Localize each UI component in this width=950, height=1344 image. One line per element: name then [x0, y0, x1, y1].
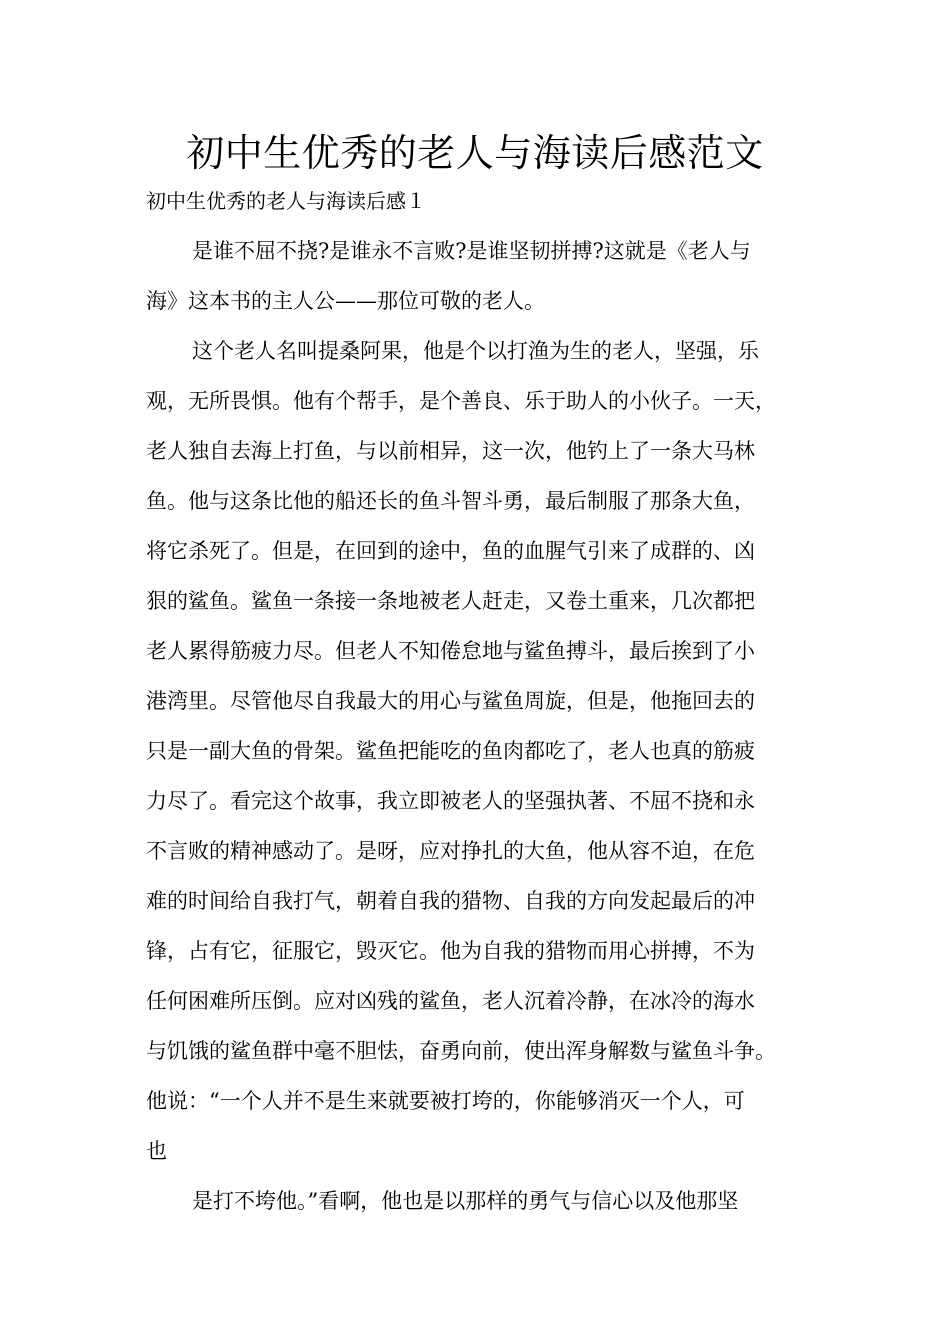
- paragraph-line: 观，无所畏惧。他有个帮手，是个善良、乐于助人的小伙子。一天，: [146, 389, 776, 413]
- paragraph-line: 力尽了。看完这个故事，我立即被老人的坚强执著、不屈不挠和永: [146, 789, 755, 813]
- paragraph-line: 海》这本书的主人公——那位可敬的老人。: [146, 289, 545, 313]
- paragraph-line: 难的时间给自我打气，朝着自我的猎物、自我的方向发起最后的冲: [146, 889, 755, 913]
- section-heading: 初中生优秀的老人与海读后感１: [146, 189, 426, 213]
- paragraph-line: 他说：“一个人并不是生来就要被打垮的，你能够消灭一个人，可: [146, 1089, 745, 1113]
- document-title: 初中生优秀的老人与海读后感范文: [186, 131, 764, 175]
- paragraph-line: 任何困难所压倒。应对凶残的鲨鱼，老人沉着冷静，在冰冷的海水: [146, 989, 755, 1013]
- paragraph-line: 是谁不屈不挠?是谁永不言败?是谁坚韧拼搏?这就是《老人与: [192, 239, 751, 263]
- paragraph-line: 老人累得筋疲力尽。但老人不知倦怠地与鲨鱼搏斗，最后挨到了小: [146, 639, 755, 663]
- paragraph-line: 只是一副大鱼的骨架。鲨鱼把能吃的鱼肉都吃了，老人也真的筋疲: [146, 739, 755, 763]
- paragraph-line: 不言败的精神感动了。是呀，应对挣扎的大鱼，他从容不迫，在危: [146, 839, 755, 863]
- paragraph-line: 鱼。他与这条比他的船还长的鱼斗智斗勇，最后制服了那条大鱼，: [146, 489, 755, 513]
- paragraph-line: 港湾里。尽管他尽自我最大的用心与鲨鱼周旋，但是，他拖回去的: [146, 689, 755, 713]
- paragraph-line: 将它杀死了。但是，在回到的途中，鱼的血腥气引来了成群的、凶: [146, 539, 755, 563]
- paragraph-line: 这个老人名叫提桑阿果，他是个以打渔为生的老人，坚强，乐: [192, 339, 759, 363]
- paragraph-line: 是打不垮他。”看啊，他也是以那样的勇气与信心以及他那坚: [192, 1189, 739, 1213]
- paragraph-line: 老人独自去海上打鱼，与以前相异，这一次，他钓上了一条大马林: [146, 439, 755, 463]
- paragraph-line: 与饥饿的鲨鱼群中毫不胆怯，奋勇向前，使出浑身解数与鲨鱼斗争。: [146, 1039, 776, 1063]
- paragraph-line: 也: [146, 1139, 167, 1163]
- paragraph-line: 锋，占有它，征服它，毁灭它。他为自我的猎物而用心拼搏，不为: [146, 939, 755, 963]
- paragraph-line: 狠的鲨鱼。鲨鱼一条接一条地被老人赶走，又卷土重来，几次都把: [146, 589, 755, 613]
